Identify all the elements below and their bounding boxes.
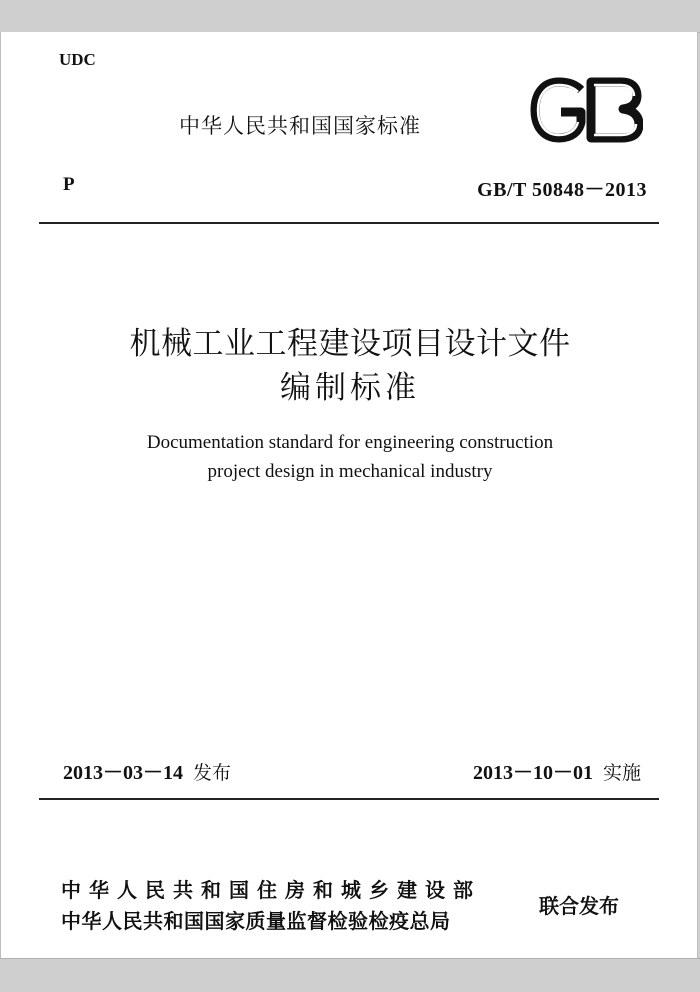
issuer-aqsiq: 中华人民共和国国家质量监督检验检疫总局 xyxy=(61,909,451,933)
title-en-line-2: project design in mechanical industry xyxy=(207,461,493,482)
issue-label: 发布 xyxy=(193,762,232,784)
implement-label: 实施 xyxy=(602,762,641,784)
joint-release-label: 联合发布 xyxy=(539,894,619,918)
title-en-line-1: Documentation standard for engineering construction xyxy=(146,432,554,453)
bottom-frame xyxy=(0,958,700,992)
title-cn-line-2: 编制标准 xyxy=(280,370,420,406)
standard-cover-page xyxy=(0,32,698,958)
title-cn-line-1: 机械工业工程建设项目设计文件 xyxy=(129,326,571,362)
issue-date: 2013－03－14 xyxy=(63,762,183,784)
implement-date: 2013－10－01 xyxy=(472,762,593,784)
top-frame xyxy=(0,0,700,33)
category-code: P xyxy=(63,174,75,195)
gb-logo-icon xyxy=(529,76,643,144)
bottom-divider xyxy=(39,798,659,800)
issuer-ministry-housing: 中华人民共和国住房和城乡建设部 xyxy=(61,878,481,902)
top-divider xyxy=(39,222,659,224)
udc-label: UDC xyxy=(59,50,96,69)
standard-number: GB/T 50848－2013 xyxy=(477,179,647,201)
issue-date-block xyxy=(63,756,231,785)
implement-date-block xyxy=(473,756,641,785)
national-standard-heading: 中华人民共和国国家标准 xyxy=(179,114,421,138)
